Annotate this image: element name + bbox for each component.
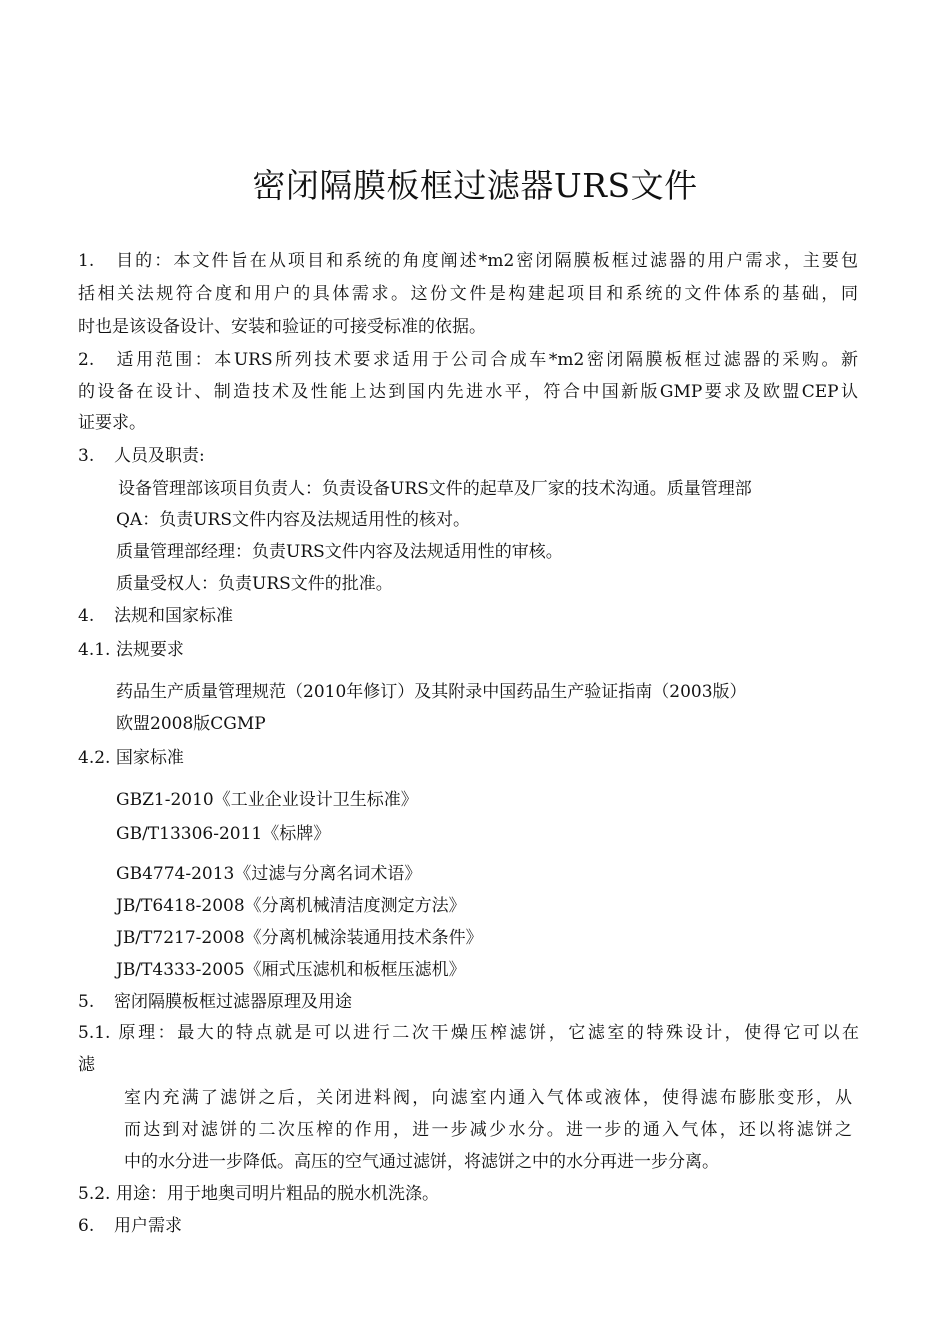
section-1-line-2: 括相关法规符合度和用户的具体需求。这份文件是构建起项目和系统的文件体系的基础，同 (78, 284, 858, 304)
regulation-2: 欧盟2008版CGMP (116, 714, 266, 734)
section-3-line-2: QA：负责URS文件内容及法规适用性的核对。 (116, 510, 470, 530)
standard-2: GB/T13306-2011《标牌》 (116, 824, 331, 844)
section-5-1-line-1: 5.1. 原理：最大的特点就是可以进行二次干燥压榨滤饼，它滤室的特殊设计，使得它可以在 (78, 1023, 859, 1043)
section-3-line-1: 设备管理部该项目负责人：负责设备URS文件的起草及厂家的技术沟通。质量管理部 (118, 479, 752, 499)
section-5-1-line-2: 滤 (78, 1055, 95, 1075)
section-2-line-2: 的设备在设计、制造技术及性能上达到国内先进水平，符合中国新版GMP要求及欧盟CEP认 (78, 382, 858, 402)
section-3-number: 3. (78, 446, 95, 466)
section-4-1-heading: 4.1. 法规要求 (78, 640, 184, 660)
section-3-line-3: 质量管理部经理：负责URS文件内容及法规适用性的审核。 (116, 542, 563, 562)
section-4-number: 4. (78, 606, 95, 626)
section-3-heading: 3. 人员及职责: (78, 446, 205, 466)
section-4-heading: 4. 法规和国家标准 (78, 606, 233, 626)
regulation-1: 药品生产质量管理规范（2010年修订）及其附录中国药品生产验证指南（2003版） (116, 682, 747, 702)
section-2-line-3: 证要求。 (78, 413, 146, 433)
section-1-number: 1. (78, 251, 95, 271)
section-3-line-4: 质量受权人：负责URS文件的批准。 (116, 574, 393, 594)
standard-4: JB/T6418-2008《分离机械清洁度测定方法》 (116, 896, 466, 916)
standard-1: GBZ1-2010《工业企业设计卫生标准》 (116, 790, 418, 810)
section-5-heading: 5. 密闭隔膜板框过滤器原理及用途 (78, 992, 352, 1012)
section-4-2-heading: 4.2. 国家标准 (78, 748, 184, 768)
document-title: 密闭隔膜板框过滤器URS文件 (252, 166, 698, 205)
section-2-line-1: 2. 适用范围：本URS所列技术要求适用于公司合成车*m2密闭隔膜板框过滤器的采购。新 (78, 350, 858, 370)
section-6-number: 6. (78, 1216, 95, 1236)
section-5-1-line-5: 中的水分进一步降低。高压的空气通过滤饼，将滤饼之中的水分再进一步分离。 (124, 1152, 719, 1172)
section-1-line-1: 1. 目的：本文件旨在从项目和系统的角度阐述*m2密闭隔膜板框过滤器的用户需求，主要包 (78, 251, 858, 271)
section-1-line-3: 时也是该设备设计、安装和验证的可接受标准的依据。 (78, 317, 486, 337)
section-6-heading: 6. 用户需求 (78, 1216, 182, 1236)
section-5-number: 5. (78, 992, 95, 1012)
standard-3: GB4774-2013《过滤与分离名词术语》 (116, 864, 422, 884)
section-5-2-line: 5.2. 用途：用于地奥司明片粗品的脱水机洗涤。 (78, 1184, 439, 1204)
section-2-number: 2. (78, 350, 95, 370)
section-5-1-line-4: 而达到对滤饼的二次压榨的作用，进一步减少水分。进一步的通入气体，还以将滤饼之 (124, 1120, 852, 1140)
standard-6: JB/T4333-2005《厢式压滤机和板框压滤机》 (116, 960, 466, 980)
standard-5: JB/T7217-2008《分离机械涂装通用技术条件》 (116, 928, 483, 948)
section-5-1-line-3: 室内充满了滤饼之后，关闭进料阀，向滤室内通入气体或液体，使得滤布膨胀变形，从 (124, 1088, 852, 1108)
